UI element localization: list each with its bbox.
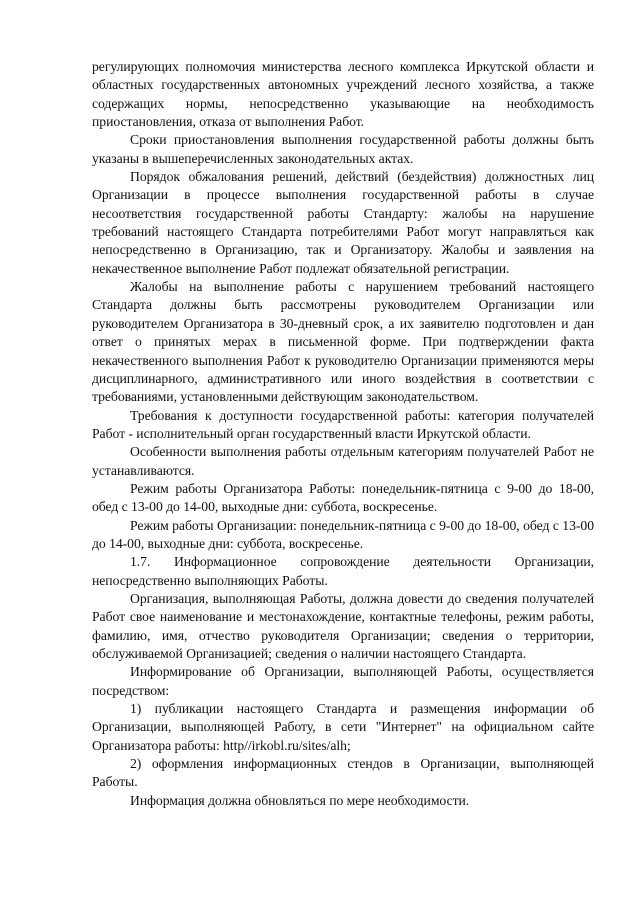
paragraph-5: Требования к доступности государственной работы: категория получателей Работ - исполнительный орган государственный власти Иркутской области.: [92, 407, 594, 441]
paragraph-10: Организация, выполняющая Работы, должна довести до сведения получателей Работ свое наименование и местонахождение, контактные телефоны, режим работы, фамилию, имя, отчество руководителя Организации; сведения о территории, обслуживаемой Организацией; сведения о наличии настоящего Стандарта.: [92, 590, 594, 661]
paragraph-8: Режим работы Организации: понедельник-пятница с 9-00 до 18-00, обед с 13-00 до 14-00, выходные дни: суббота, воскресенье.: [92, 517, 594, 551]
paragraph-11: Информирование об Организации, выполняющей Работы, осуществляется посредством:: [92, 664, 594, 698]
paragraph-2: Сроки приостановления выполнения государственной работы должны быть указаны в вышеперечисленных законодательных актах.: [92, 132, 594, 166]
list-item-1: 1) публикации настоящего Стандарта и размещения информации об Организации, выполняющей Работу, в сети "Интернет" на официальном сайте Организатора работы: http//irkobl.ru/sites/alh;: [92, 701, 594, 753]
paragraph-4: Жалобы на выполнение работы с нарушением требований настоящего Стандарта должны быть рассмотрены руководителем Организации или руководителем Организатора в 30-дневный срок, а их заявителю подготовлен и дан ответ о принятых мерах в письменной форме. При подтверждении факта некачественного выполнения Работ к руководителю Организации применяются меры дисциплинарного, административного или иного воздействия в соответствии с требованиями, установленными действующим законодательством.: [92, 279, 594, 405]
paragraph-7: Режим работы Организатора Работы: понедельник-пятница с 9-00 до 18-00, обед с 13-00 до 14-00, выходные дни: суббота, воскресенье.: [92, 480, 594, 515]
list-item-2: 2) оформления информационных стендов в Организации, выполняющей Работы.: [92, 756, 594, 790]
paragraph-3: Порядок обжалования решений, действий (бездействия) должностных лиц Организации в процессе выполнения государственной работы в случае несоответствия государственной работы Стандарту: жалобы на нарушение требований настоящего Стандарта потребителями Работ могут направляться как непосредственно в Организацию, так и Организатору. Жалобы и заявления на некачественное выполнение Работ подлежат обязательной регистрации.: [92, 169, 594, 276]
paragraph-1: регулирующих полномочия министерства лесного комплекса Иркутской области и областных государственных автономных учреждений лесного хозяйства, а также содержащих нормы, непосредственно указывающие на необходимость приостановления, отказа от выполнения Работ.: [92, 59, 594, 130]
section-heading-1-7: 1.7. Информационное сопровождение деятельности Организации, непосредственно выполняющих Работы.: [92, 554, 594, 588]
paragraph-6: Особенности выполнения работы отдельным категориям получателей Работ не устанавливаются.: [92, 444, 594, 478]
paragraph-14: Информация должна обновляться по мере необходимости.: [130, 792, 470, 808]
document-body: [92, 58, 594, 810]
